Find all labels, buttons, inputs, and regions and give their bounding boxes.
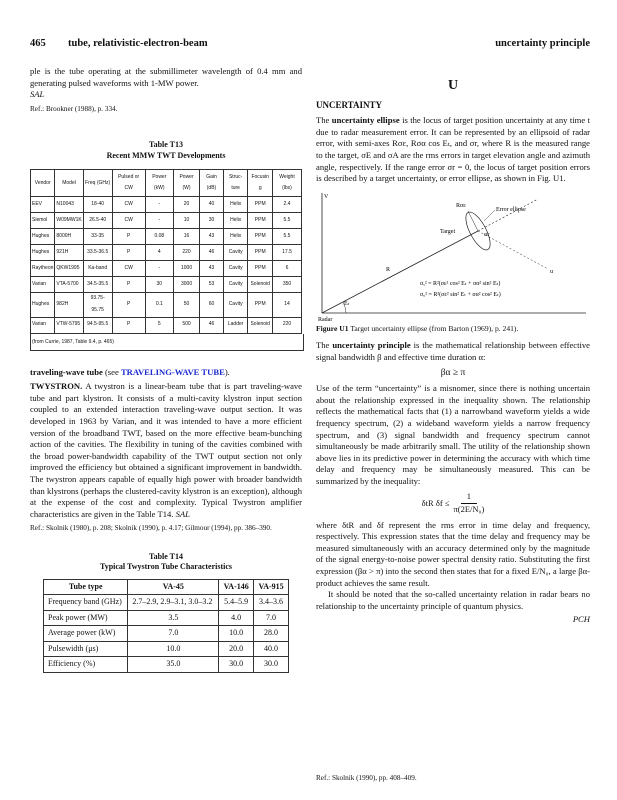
sigma-v-equation: σᵧ² = R²(σε² cos² Eₜ + σα² sin² Eₜ) bbox=[420, 280, 501, 287]
inequality-lhs: δtR δf ≤ bbox=[421, 497, 450, 508]
principle-text: is the mathematical relationship between effective signal bandwidth β and effective time duration α: bbox=[316, 340, 590, 362]
table-header-row bbox=[31, 170, 302, 197]
table-cell: 4 bbox=[145, 245, 173, 261]
radar-label: Radar bbox=[318, 316, 333, 323]
principle-reference: Ref.: Skolnik (1990), pp. 408–409. bbox=[316, 774, 417, 782]
principle-paragraph bbox=[316, 340, 590, 363]
table-cell: Average power (kW) bbox=[44, 626, 128, 642]
v-label: V bbox=[324, 193, 329, 200]
table-cell: 14 bbox=[272, 293, 301, 317]
table-row bbox=[44, 641, 289, 657]
table-header-row bbox=[44, 579, 289, 595]
table-row bbox=[44, 626, 289, 642]
table-cell: 220 bbox=[174, 245, 200, 261]
ellipse-text: is the locus of target position uncertainty at any time t due to radar measurement error. It can be represented by an ellipsoid of radar error, with semi-axes Rσε, Rσα cos Eₜ, and σr, where R is the measured range to the target, σE and σA are the rms errors in target elevation angle and azimuth angle, respectively. If the range error σr = 0, the locus of target position errors is described by a target uncertainty, or error ellipse, as shown in Fig. U1. bbox=[316, 115, 590, 184]
equation-beta-alpha: βα ≥ π bbox=[440, 367, 466, 378]
table-cell: Cavity bbox=[223, 277, 248, 293]
figure-u1 bbox=[316, 189, 590, 321]
col-header: Model bbox=[55, 170, 83, 197]
table-cell: 5.5 bbox=[272, 213, 301, 229]
table-cell: 20 bbox=[174, 197, 200, 213]
table-row bbox=[31, 317, 302, 333]
table-cell: Hughes bbox=[31, 229, 55, 245]
table-cell: 982H bbox=[55, 293, 83, 317]
table-cell: 30.0 bbox=[254, 657, 289, 673]
table-cell: Raytheon bbox=[31, 261, 55, 277]
table-cell: 10 bbox=[174, 213, 200, 229]
table-cell: 921H bbox=[55, 245, 83, 261]
principle-pre: The bbox=[316, 340, 333, 351]
table-cell: Varian bbox=[31, 317, 55, 333]
col-header: Power (kW) bbox=[145, 170, 173, 197]
table-cell: 3000 bbox=[174, 277, 200, 293]
table-cell: PPM bbox=[248, 197, 273, 213]
table-cell: 17.5 bbox=[272, 245, 301, 261]
table-cell: Solenoid bbox=[248, 277, 273, 293]
table-cell: 34.5-35.5 bbox=[83, 277, 112, 293]
table-cell: CW bbox=[112, 261, 145, 277]
table-cell: N10043 bbox=[55, 197, 83, 213]
twystron-signature: SAL bbox=[175, 508, 190, 519]
twt-crossref bbox=[30, 367, 302, 379]
col-header: Gain (dB) bbox=[200, 170, 224, 197]
table-cell: PPM bbox=[248, 229, 273, 245]
figure-label: Figure U1 bbox=[316, 324, 349, 334]
table-cell: 28.0 bbox=[254, 626, 289, 642]
table-row bbox=[31, 197, 302, 213]
table-cell: 94.5-95.5 bbox=[83, 317, 112, 333]
table-cell: P bbox=[112, 229, 145, 245]
twystron-text: A twystron is a linear-beam tube that is part traveling-wave tube and part klystron. It consists of a multi-cavity klystron input section coupled to an extended interaction traveling-wave output section. It was developed in 1963 by Varian, and it was intended to have a more efficient version of the broadband TWT, based on the more effective beam-bunching action of the cavities. The flexibility in tuning of the cavities combined with the broad power-bandwidth capability of the TWT output section not only improved the efficiency but obtained a significant improvement in bandwidth. The twystron appears capable of equally high power with broader bandwidth than klystrons (perhaps the clustered-cavity klystron is an exception), although at the expense of the cost and complexity. Typical Twystron amplifier characteristics are given in the Table T14. bbox=[30, 381, 302, 519]
table-cell: 350 bbox=[272, 277, 301, 293]
leader-line bbox=[484, 210, 495, 221]
table-cell: 0.08 bbox=[145, 229, 173, 245]
table-cell: 35.0 bbox=[128, 657, 219, 673]
table-cell: 3.5 bbox=[128, 610, 219, 626]
left-column bbox=[30, 66, 302, 673]
twt-term: traveling-wave tube bbox=[30, 366, 103, 377]
intro-reference: Ref.: Brookner (1988), p. 334. bbox=[30, 104, 118, 113]
table-cell: Siemol bbox=[31, 213, 55, 229]
table-cell: VTW-5795 bbox=[55, 317, 83, 333]
ellipse-term: uncertainty ellipse bbox=[331, 115, 400, 126]
table-cell: Hughes bbox=[31, 245, 55, 261]
col-header: VA-45 bbox=[128, 579, 219, 595]
sigma-u-equation: σᵤ² = R²(σε² sin² Eₜ + σα² cos² Eₜ) bbox=[420, 291, 501, 298]
where-paragraph: where δtR and δf represent the rms error in time delay and frequency, respectively. This expression states that the time delay and frequency may be measured simultaneously with an accuracy determined only by the magnitude of the signal energy-to-noise power spectral density ratio. Substituting the first expression (βα > π) into the second then states that for a fixed E/N₀, a large βα-product achieves the same result. bbox=[316, 519, 590, 588]
running-header bbox=[30, 38, 590, 54]
col-header: Weight (lbs) bbox=[272, 170, 301, 197]
col-header: Freq (GHz) bbox=[83, 170, 112, 197]
table-t14-label: Table T14 bbox=[148, 551, 183, 561]
table-t13-source: (from Currie, 1987, Table 9.4, p. 465) bbox=[30, 334, 304, 351]
table-cell: 20.0 bbox=[219, 641, 254, 657]
table-cell: 33-35 bbox=[83, 229, 112, 245]
table-cell: 46 bbox=[200, 245, 224, 261]
table-cell: CW bbox=[112, 197, 145, 213]
table-cell: 3.4–3.6 bbox=[254, 595, 289, 611]
table-cell: Frequency band (GHz) bbox=[44, 595, 128, 611]
col-header: VA-146 bbox=[219, 579, 254, 595]
table-cell: 53 bbox=[200, 277, 224, 293]
table-t14 bbox=[43, 579, 289, 673]
table-row bbox=[44, 595, 289, 611]
twt-see: (see bbox=[102, 366, 121, 377]
table-cell: 30.0 bbox=[219, 657, 254, 673]
table-cell: 6 bbox=[272, 261, 301, 277]
table-cell: Ladder bbox=[223, 317, 248, 333]
col-header: Struc-ture bbox=[223, 170, 248, 197]
table-cell: 30 bbox=[200, 213, 224, 229]
table-cell: 18-40 bbox=[83, 197, 112, 213]
section-heading: UNCERTAINTY bbox=[316, 99, 383, 110]
figure-caption-text: Target uncertainty ellipse (from Barton (1969), p. 241). bbox=[348, 324, 519, 334]
table-cell: PPM bbox=[248, 245, 273, 261]
table-cell: Solenoid bbox=[248, 317, 273, 333]
table-cell: - bbox=[145, 261, 173, 277]
ellipse-paragraph bbox=[316, 115, 590, 185]
table-row bbox=[31, 229, 302, 245]
table-cell: 60 bbox=[200, 293, 224, 317]
header-left-title: tube, relativistic-electron-beam bbox=[68, 38, 208, 49]
intro-text: ple is the tube operating at the submillimeter wavelength of 0.4 mm and generating pulsed waveforms with 1-MW power. bbox=[30, 66, 302, 88]
table-cell: Helix bbox=[223, 197, 248, 213]
table-cell: 2.4 bbox=[272, 197, 301, 213]
table-cell: 26.5-40 bbox=[83, 213, 112, 229]
table-cell: Ka-band bbox=[83, 261, 112, 277]
table-cell: PPM bbox=[248, 213, 273, 229]
table-cell: 500 bbox=[174, 317, 200, 333]
table-row bbox=[44, 610, 289, 626]
elevation-label: Eₜ bbox=[344, 300, 350, 307]
table-cell: Hughes bbox=[31, 293, 55, 317]
table-cell: 46 bbox=[200, 317, 224, 333]
table-cell: 7.0 bbox=[254, 610, 289, 626]
intro-paragraph bbox=[30, 66, 302, 89]
col-header: Pulsed or CW bbox=[112, 170, 145, 197]
table-cell: 43 bbox=[200, 261, 224, 277]
inequality-denominator: π(2E/N₀) bbox=[453, 504, 485, 515]
table-cell: W09MW1K bbox=[55, 213, 83, 229]
table-cell: 220 bbox=[272, 317, 301, 333]
table-cell: P bbox=[112, 317, 145, 333]
table-cell: 0.1 bbox=[145, 293, 173, 317]
table-cell: - bbox=[145, 213, 173, 229]
table-cell: Cavity bbox=[223, 293, 248, 317]
twystron-term: TWYSTRON. bbox=[30, 381, 83, 392]
error-ellipse-label: Error ellipse bbox=[496, 206, 526, 213]
u-label: u bbox=[550, 268, 553, 275]
col-header: Power (W) bbox=[174, 170, 200, 197]
table-row bbox=[31, 293, 302, 317]
intro-signature: SAL bbox=[30, 89, 45, 100]
table-row bbox=[44, 657, 289, 673]
misnomer-paragraph: Use of the term “uncertainty” is a misnomer, since there is nothing uncertain about the relationship expressed in the inequality shown. The relationship reflects the mathematical facts that (1) a narrowband waveform yields a wide frequency spectrum, (2) a wideband waveform yields a narrow frequency spectrum, and (3) signal bandwidth and frequency spectrum cannot simultaneously be made arbitrarily small. The utility of the relationship shown above lies in its predictive power in determining the accuracy with which time delay and frequency may be simultaneously measured. This can be summarized by the inequality: bbox=[316, 383, 590, 486]
table-t14-title: Typical Twystron Tube Characteristics bbox=[99, 562, 233, 572]
table-cell: PPM bbox=[248, 293, 273, 317]
table-cell: Pulsewidth (μs) bbox=[44, 641, 128, 657]
page-number: 465 bbox=[30, 38, 46, 49]
table-cell: 8000H bbox=[55, 229, 83, 245]
target-label: Target bbox=[440, 228, 456, 235]
twt-link[interactable]: TRAVELING-WAVE TUBE bbox=[120, 366, 225, 377]
table-cell: 93.75-95.75 bbox=[83, 293, 112, 317]
range-extension bbox=[478, 199, 538, 231]
table-t13-label: Table T13 bbox=[148, 140, 183, 150]
figure-u1-caption bbox=[316, 324, 590, 334]
ellipse-pre: The bbox=[316, 115, 332, 126]
table-cell: Helix bbox=[223, 213, 248, 229]
table-row bbox=[31, 213, 302, 229]
table-cell: 5.4–5.9 bbox=[219, 595, 254, 611]
table-cell: VTA-5700 bbox=[55, 277, 83, 293]
table-cell: 2.7–2.9, 2.9–3.1, 3.0–3.2 bbox=[128, 595, 219, 611]
principle-signature: PCH bbox=[572, 614, 590, 625]
table-cell: 5.5 bbox=[272, 229, 301, 245]
inequality-fraction bbox=[453, 491, 484, 515]
table-cell: 4.0 bbox=[219, 610, 254, 626]
table-cell: 40.0 bbox=[254, 641, 289, 657]
table-cell: P bbox=[112, 277, 145, 293]
table-cell: Peak power (MW) bbox=[44, 610, 128, 626]
col-header: VA-915 bbox=[254, 579, 289, 595]
range-label: R bbox=[386, 266, 391, 273]
table-cell: 43 bbox=[200, 229, 224, 245]
note-paragraph: It should be noted that the so-called uncertainty relation in radar bears no relationship to the uncertainty principle of quantum physics. bbox=[316, 589, 590, 611]
table-t13-title: Recent MMW TWT Developments bbox=[106, 150, 226, 160]
inequality-numerator: 1 bbox=[461, 491, 477, 504]
table-cell: 10.0 bbox=[128, 641, 219, 657]
table-cell: - bbox=[145, 197, 173, 213]
header-right-title: uncertainty principle bbox=[495, 38, 590, 49]
table-cell: 5 bbox=[145, 317, 173, 333]
table-cell: 50 bbox=[174, 293, 200, 317]
table-cell: 33.5-36.5 bbox=[83, 245, 112, 261]
table-cell: QKW1995 bbox=[55, 261, 83, 277]
twt-see-end: ). bbox=[224, 366, 230, 377]
sigr-label: σr bbox=[484, 231, 490, 238]
col-header: Vendor bbox=[31, 170, 55, 197]
table-cell: P bbox=[112, 245, 145, 261]
table-cell: 40 bbox=[200, 197, 224, 213]
rsig-label: Rσε bbox=[456, 202, 466, 209]
twystron-reference: Ref.: Skolnik (1980), p. 208; Skolnik (1990), p. 4.17; Gilmour (1994), pp. 386–390. bbox=[30, 524, 272, 533]
table-row bbox=[31, 245, 302, 261]
table-cell: PPM bbox=[248, 261, 273, 277]
table-cell: CW bbox=[112, 213, 145, 229]
equation-inequality bbox=[316, 491, 590, 515]
table-cell: 30 bbox=[145, 277, 173, 293]
figure-u1-diagram bbox=[316, 189, 590, 323]
table-cell: Efficiency (%) bbox=[44, 657, 128, 673]
table-cell: Cavity bbox=[223, 245, 248, 261]
table-t13 bbox=[30, 169, 302, 333]
table-cell: Varian bbox=[31, 277, 55, 293]
table-cell: 10.0 bbox=[219, 626, 254, 642]
table-cell: EEV bbox=[31, 197, 55, 213]
col-header: Tube type bbox=[44, 579, 128, 595]
table-cell: P bbox=[112, 293, 145, 317]
col-header: Focusin g bbox=[248, 170, 273, 197]
table-cell: 16 bbox=[174, 229, 200, 245]
table-cell: Helix bbox=[223, 229, 248, 245]
principle-term: uncertainty principle bbox=[332, 340, 411, 351]
section-letter: U bbox=[447, 78, 459, 93]
table-row bbox=[31, 261, 302, 277]
table-row bbox=[31, 277, 302, 293]
table-cell: 1000 bbox=[174, 261, 200, 277]
table-cell: 7.0 bbox=[128, 626, 219, 642]
twystron-paragraph bbox=[30, 381, 302, 520]
right-column bbox=[316, 66, 590, 626]
table-cell: Cavity bbox=[223, 261, 248, 277]
semi-axis bbox=[468, 211, 478, 231]
